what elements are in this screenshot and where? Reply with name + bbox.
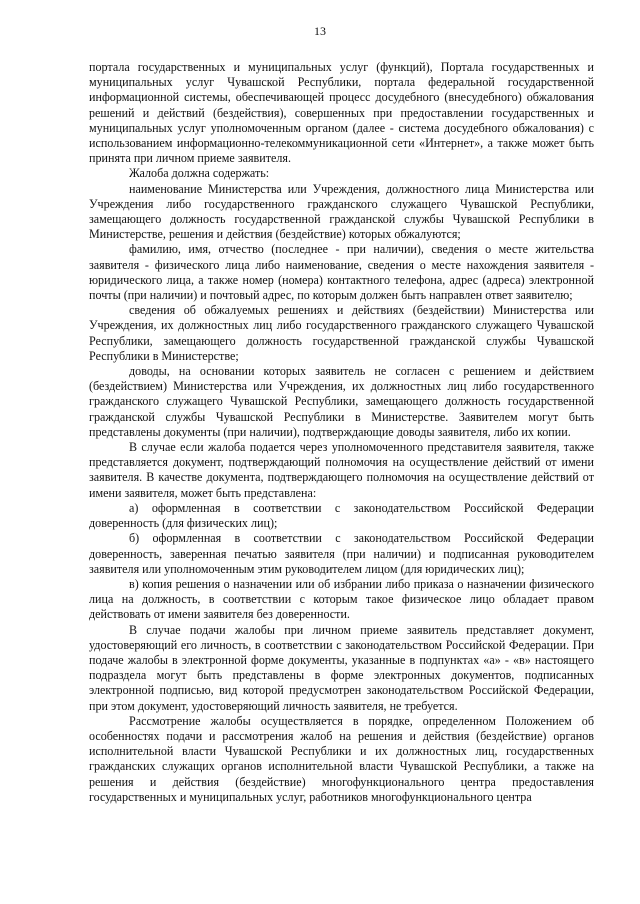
paragraph: В случае если жалоба подается через уполномоченного представителя заявителя, также представляется документ, подтверждающий полномочия на осуществление действий от имени заявителя. В качестве документа, подтверждающего полномочия на осуществление действий от имени заявителя, может быть представлена: bbox=[89, 440, 594, 500]
paragraph: В случае подачи жалобы при личном приеме заявитель представляет документ, удостоверяющий его личность, в соответствии с законодательством Российской Федерации. При подаче жалобы в электронной форме документы, указанные в подпунктах «а» - «в» настоящего подраздела могут быть представлены в форме электронных документов, подписанных электронной подписью, вид которой предусмотрен законодательством Российской Федерации, при этом документ, удостоверяющий личность заявителя, не требуется. bbox=[89, 622, 594, 713]
paragraph: сведения об обжалуемых решениях и действиях (бездействии) Министерства или Учреждения, их должностных лиц либо государственного гражданского служащего Чувашской Республики, замещающего должность государственной гражданской службы Чувашской Республики в Министерстве; bbox=[89, 303, 594, 363]
paragraph: б) оформленная в соответствии с законодательством Российской Федерации доверенность, заверенная печатью заявителя (при наличии) и подписанная руководителем заявителя или уполномоченным этим руководителем лицом (для юридических лиц); bbox=[89, 531, 594, 576]
paragraph: а) оформленная в соответствии с законодательством Российской Федерации доверенность (для физических лиц); bbox=[89, 500, 594, 531]
paragraph: в) копия решения о назначении или об избрании либо приказа о назначении физического лица на должность, в соответствии с которым такое физическое лицо обладает правом действовать от имени заявителя без доверенности. bbox=[89, 576, 594, 622]
paragraph: портала государственных и муниципальных услуг (функций), Портала государственных и муниципальных услуг Чувашской Республики, портала федеральной государственной информационной системы, обеспечивающей процесс досудебного (внесудебного) обжалования решений и действий (бездействия), совершенных при предоставлении государственных и муниципальных услуг уполномоченным органом (далее - система досудебного обжалования) с использованием информационно-телекоммуникационной сети «Интернет», а также может быть принята при личном приеме заявителя. bbox=[89, 60, 594, 166]
paragraph: Жалоба должна содержать: bbox=[129, 166, 270, 181]
paragraph: доводы, на основании которых заявитель не согласен с решением и действием (бездействием) Министерства или Учреждения, их должностных лиц либо государственного гражданского служащего Чувашской Республики, замещающего должность государственной гражданской службы Чувашской Республики в Министерстве. Заявителем могут быть представлены документы (при наличии), подтверждающие доводы заявителя, либо их копии. bbox=[89, 364, 594, 439]
page-number: 13 bbox=[314, 24, 326, 38]
paragraph: Рассмотрение жалобы осуществляется в порядке, определенном Положением об особенностях подачи и рассмотрения жалоб на решения и действия (бездействие) органов исполнительной власти Чувашской Республики и их должностных лиц, государственных гражданских служащих органов исполнительной власти Чувашской Республики, а также на решения и действия (бездействие) многофункционального центра предоставления государственных и муниципальных услуг, работников многофункционального центра bbox=[89, 713, 594, 804]
paragraph: наименование Министерства или Учреждения, должностного лица Министерства или Учреждения либо государственного гражданского служащего Чувашской Республики, замещающего должность государственной гражданской службы Чувашской Республики в Министерстве, решения и действия (бездействие) которых обжалуются; bbox=[89, 181, 594, 242]
document-body bbox=[89, 60, 594, 805]
paragraph: фамилию, имя, отчество (последнее - при наличии), сведения о месте жительства заявителя - физического лица либо наименование, сведения о месте нахождения заявителя - юридического лица, а также номер (номера) контактного телефона, адрес (адреса) электронной почты (при наличии) и почтовый адрес, по которым должен быть направлен ответ заявителю; bbox=[89, 242, 594, 303]
